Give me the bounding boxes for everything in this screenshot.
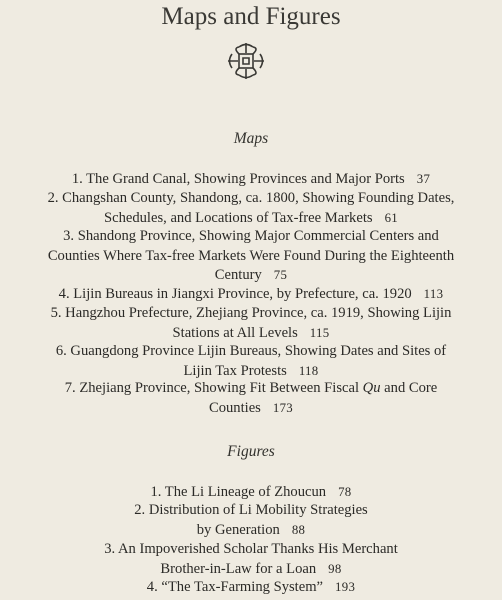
figure-4-text: 4. “The Tax-Farming System” [146,579,324,595]
map-4-page: 113 [423,287,444,301]
map-entry-3 [0,227,502,286]
map-7-italic-term: Qu [362,380,381,396]
map-5-text-line-1: 5. Hangzhou Prefecture, Zhejiang Province, ca. 1919, Showing Lijin [50,305,452,321]
figure-1-text: 1. The Li Lineage of Zhoucun [150,484,327,500]
map-entry-6 [0,342,502,381]
map-2-text-line-2: Schedules, and Locations of Tax-free Markets [103,209,373,226]
map-entry-5 [0,304,502,343]
map-3-text-line-2: Counties Where Tax-free Markets Were Found During the Eighteenth [47,247,455,264]
figure-3-text-line-1: 3. An Impoverished Scholar Thanks His Merchant [104,541,398,557]
map-3-text-line-3: Century [214,267,262,284]
map-3-page: 75 [273,268,288,283]
map-2-page: 61 [384,210,399,225]
map-6-text-line-1: 6. Guangdong Province Lijin Bureaus, Showing Dates and Sites of [55,343,447,359]
map-6-page: 118 [298,363,319,378]
map-1-page: 37 [416,172,431,186]
map-5-text-line-2: Stations at All Levels [172,324,298,341]
lattice-knot-ornament-icon [226,41,266,81]
map-3-text-line-1: 3. Shandong Province, Showing Major Commercial Centers and [63,228,439,244]
map-entry-1 [0,170,502,190]
figure-2-page: 88 [291,522,306,537]
map-5-page: 115 [309,325,330,340]
map-1-text: 1. The Grand Canal, Showing Provinces and Major Ports [71,171,405,187]
figure-2-text-line-2: by Generation [196,521,280,538]
maps-heading: Maps [233,130,269,147]
map-7-text-line-2: Counties [208,399,261,416]
figure-entry-1 [0,483,502,503]
figure-entry-3 [0,540,502,579]
map-entry-4 [0,285,502,305]
figure-2-text-line-1: 2. Distribution of Li Mobility Strategies [134,502,368,518]
page-title: Maps and Figures [161,3,341,30]
figure-entry-2 [0,501,502,540]
figure-entry-4 [0,578,502,598]
map-2-text-line-1: 2. Changshan County, Shandong, ca. 1800, Showing Founding Dates, [47,190,455,206]
map-7-text-line-1: 7. Zhejiang Province, Showing Fit Between Fiscal [64,380,360,396]
figures-heading: Figures [227,443,275,460]
map-4-text: 4. Lijin Bureaus in Jiangxi Province, by Prefecture, ca. 1920 [58,286,412,302]
figure-4-page: 193 [335,580,356,594]
map-entry-2 [0,189,502,228]
map-7-page: 173 [272,400,294,415]
figure-3-page: 98 [328,561,342,576]
map-entry-7 [0,379,502,418]
figure-3-text-line-2: Brother-in-Law for a Loan [160,560,317,577]
map-6-text-line-2: Lijin Tax Protests [183,362,287,379]
figure-1-page: 78 [338,485,352,499]
map-7-text-line-1b: and Core [384,380,438,396]
